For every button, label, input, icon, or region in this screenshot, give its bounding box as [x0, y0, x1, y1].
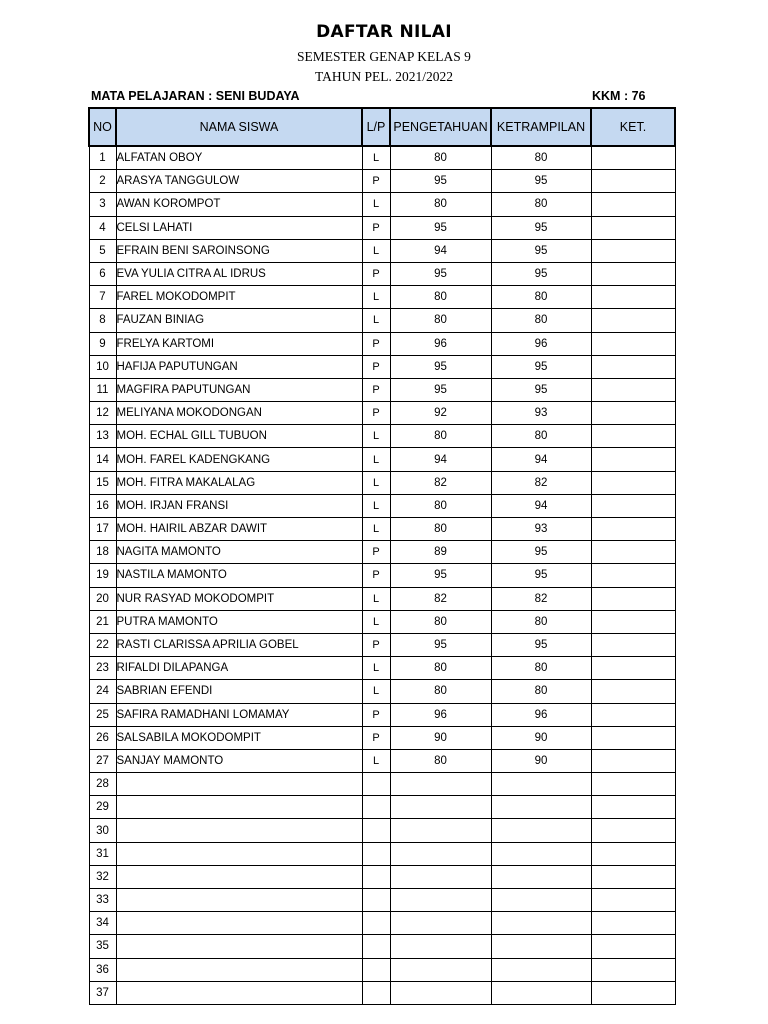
cell-pengetahuan: 80: [390, 286, 491, 309]
cell-no: 37: [89, 981, 116, 1004]
cell-gender: L: [362, 309, 390, 332]
cell-pengetahuan: 95: [390, 262, 491, 285]
cell-gender: [362, 842, 390, 865]
cell-pengetahuan: 92: [390, 402, 491, 425]
cell-gender: [362, 773, 390, 796]
cell-pengetahuan: [390, 819, 491, 842]
cell-no: 20: [89, 587, 116, 610]
cell-ket: [591, 726, 675, 749]
table-row: [89, 262, 675, 285]
cell-ket: [591, 309, 675, 332]
cell-pengetahuan: 95: [390, 355, 491, 378]
cell-ketrampilan: 94: [491, 494, 591, 517]
cell-ket: [591, 633, 675, 656]
cell-no: 25: [89, 703, 116, 726]
table-row: [89, 889, 675, 912]
cell-no: 1: [89, 146, 116, 170]
cell-pengetahuan: 94: [390, 239, 491, 262]
cell-student-name: EFRAIN BENI SAROINSONG: [116, 239, 362, 262]
table-row: [89, 633, 675, 656]
cell-student-name: MAGFIRA PAPUTUNGAN: [116, 378, 362, 401]
cell-ketrampilan: 96: [491, 332, 591, 355]
cell-no: 28: [89, 773, 116, 796]
cell-no: 23: [89, 657, 116, 680]
cell-ketrampilan: [491, 773, 591, 796]
cell-ket: [591, 912, 675, 935]
cell-ket: [591, 518, 675, 541]
cell-ket: [591, 796, 675, 819]
cell-student-name: NASTILA MAMONTO: [116, 564, 362, 587]
cell-no: 14: [89, 448, 116, 471]
cell-student-name: SAFIRA RAMADHANI LOMAMAY: [116, 703, 362, 726]
cell-ketrampilan: 95: [491, 355, 591, 378]
grades-table: [88, 107, 676, 1005]
cell-student-name: [116, 889, 362, 912]
cell-no: 24: [89, 680, 116, 703]
cell-student-name: [116, 819, 362, 842]
cell-student-name: SANJAY MAMONTO: [116, 749, 362, 772]
table-row: [89, 425, 675, 448]
cell-ket: [591, 378, 675, 401]
table-row: [89, 378, 675, 401]
grades-table-body: [89, 146, 675, 1004]
table-row: [89, 912, 675, 935]
cell-no: 11: [89, 378, 116, 401]
cell-student-name: RIFALDI DILAPANGA: [116, 657, 362, 680]
table-row: [89, 355, 675, 378]
cell-gender: L: [362, 610, 390, 633]
table-row: [89, 587, 675, 610]
cell-student-name: RASTI CLARISSA APRILIA GOBEL: [116, 633, 362, 656]
cell-ket: [591, 610, 675, 633]
cell-no: 2: [89, 170, 116, 193]
cell-student-name: EVA YULIA CITRA AL IDRUS: [116, 262, 362, 285]
cell-student-name: [116, 842, 362, 865]
cell-gender: [362, 889, 390, 912]
cell-pengetahuan: 95: [390, 378, 491, 401]
cell-gender: P: [362, 703, 390, 726]
cell-gender: L: [362, 587, 390, 610]
table-row: [89, 935, 675, 958]
cell-pengetahuan: [390, 773, 491, 796]
cell-pengetahuan: 95: [390, 170, 491, 193]
cell-pengetahuan: 82: [390, 471, 491, 494]
cell-no: 21: [89, 610, 116, 633]
cell-gender: P: [362, 332, 390, 355]
cell-ketrampilan: 80: [491, 680, 591, 703]
cell-student-name: FAREL MOKODOMPIT: [116, 286, 362, 309]
cell-no: 18: [89, 541, 116, 564]
cell-ketrampilan: [491, 842, 591, 865]
cell-ket: [591, 239, 675, 262]
table-row: [89, 865, 675, 888]
cell-no: 5: [89, 239, 116, 262]
cell-no: 17: [89, 518, 116, 541]
cell-gender: [362, 912, 390, 935]
cell-student-name: MOH. IRJAN FRANSI: [116, 494, 362, 517]
cell-student-name: [116, 935, 362, 958]
cell-ketrampilan: 95: [491, 633, 591, 656]
cell-ket: [591, 981, 675, 1004]
cell-no: 35: [89, 935, 116, 958]
cell-pengetahuan: [390, 935, 491, 958]
table-row: [89, 657, 675, 680]
cell-ket: [591, 564, 675, 587]
cell-no: 3: [89, 193, 116, 216]
cell-pengetahuan: 80: [390, 610, 491, 633]
cell-ket: [591, 680, 675, 703]
cell-no: 31: [89, 842, 116, 865]
cell-gender: L: [362, 193, 390, 216]
cell-ket: [591, 170, 675, 193]
cell-ketrampilan: 80: [491, 425, 591, 448]
cell-student-name: CELSI LAHATI: [116, 216, 362, 239]
table-row: [89, 680, 675, 703]
cell-gender: P: [362, 170, 390, 193]
semester-subtitle: SEMESTER GENAP KELAS 9: [297, 49, 471, 64]
cell-no: 6: [89, 262, 116, 285]
cell-gender: P: [362, 216, 390, 239]
cell-ketrampilan: 80: [491, 657, 591, 680]
cell-pengetahuan: 95: [390, 564, 491, 587]
cell-student-name: FRELYA KARTOMI: [116, 332, 362, 355]
cell-no: 16: [89, 494, 116, 517]
cell-ketrampilan: [491, 935, 591, 958]
cell-gender: P: [362, 262, 390, 285]
cell-gender: P: [362, 402, 390, 425]
cell-no: 8: [89, 309, 116, 332]
cell-ketrampilan: 90: [491, 726, 591, 749]
cell-no: 4: [89, 216, 116, 239]
cell-no: 9: [89, 332, 116, 355]
cell-pengetahuan: [390, 981, 491, 1004]
cell-ketrampilan: 96: [491, 703, 591, 726]
cell-student-name: MOH. ECHAL GILL TUBUON: [116, 425, 362, 448]
table-row: [89, 146, 675, 170]
cell-ket: [591, 286, 675, 309]
cell-gender: L: [362, 146, 390, 170]
cell-gender: L: [362, 286, 390, 309]
cell-ket: [591, 865, 675, 888]
cell-gender: L: [362, 494, 390, 517]
table-row: [89, 749, 675, 772]
cell-no: 32: [89, 865, 116, 888]
cell-ket: [591, 262, 675, 285]
cell-no: 22: [89, 633, 116, 656]
cell-no: 27: [89, 749, 116, 772]
cell-ketrampilan: 95: [491, 262, 591, 285]
table-row: [89, 796, 675, 819]
cell-no: 34: [89, 912, 116, 935]
cell-gender: L: [362, 749, 390, 772]
cell-pengetahuan: 80: [390, 680, 491, 703]
cell-ket: [591, 494, 675, 517]
school-year-subtitle: TAHUN PEL. 2021/2022: [314, 69, 454, 84]
cell-ketrampilan: 95: [491, 564, 591, 587]
table-row: [89, 819, 675, 842]
table-row: [89, 958, 675, 981]
cell-ketrampilan: [491, 819, 591, 842]
cell-ketrampilan: [491, 958, 591, 981]
cell-student-name: NAGITA MAMONTO: [116, 541, 362, 564]
table-row: [89, 309, 675, 332]
cell-no: 36: [89, 958, 116, 981]
cell-pengetahuan: 80: [390, 309, 491, 332]
cell-no: 10: [89, 355, 116, 378]
table-row: [89, 448, 675, 471]
cell-pengetahuan: 89: [390, 541, 491, 564]
table-row: [89, 610, 675, 633]
cell-pengetahuan: 96: [390, 332, 491, 355]
column-header-no: NO: [89, 108, 116, 146]
cell-student-name: MOH. FITRA MAKALALAG: [116, 471, 362, 494]
table-row: [89, 703, 675, 726]
cell-no: 7: [89, 286, 116, 309]
cell-ket: [591, 889, 675, 912]
cell-student-name: SABRIAN EFENDI: [116, 680, 362, 703]
cell-ketrampilan: 94: [491, 448, 591, 471]
cell-ketrampilan: 95: [491, 378, 591, 401]
cell-no: 12: [89, 402, 116, 425]
cell-ketrampilan: 80: [491, 193, 591, 216]
cell-student-name: [116, 981, 362, 1004]
cell-pengetahuan: 80: [390, 518, 491, 541]
cell-gender: L: [362, 239, 390, 262]
table-row: [89, 170, 675, 193]
cell-pengetahuan: 82: [390, 587, 491, 610]
page-title: DAFTAR NILAI: [316, 22, 452, 42]
cell-ket: [591, 749, 675, 772]
column-header-lp: L/P: [362, 108, 390, 146]
cell-student-name: MELIYANA MOKODONGAN: [116, 402, 362, 425]
cell-pengetahuan: [390, 912, 491, 935]
cell-ket: [591, 146, 675, 170]
cell-pengetahuan: [390, 889, 491, 912]
cell-student-name: MOH. FAREL KADENGKANG: [116, 448, 362, 471]
table-row: [89, 541, 675, 564]
table-row: [89, 518, 675, 541]
cell-ketrampilan: [491, 889, 591, 912]
cell-gender: P: [362, 355, 390, 378]
cell-gender: [362, 865, 390, 888]
cell-ket: [591, 819, 675, 842]
cell-gender: L: [362, 518, 390, 541]
table-row: [89, 773, 675, 796]
cell-ket: [591, 425, 675, 448]
cell-gender: [362, 819, 390, 842]
cell-ket: [591, 448, 675, 471]
cell-ketrampilan: 80: [491, 286, 591, 309]
column-header-ketrampilan: KETRAMPILAN: [491, 108, 591, 146]
cell-ketrampilan: 90: [491, 749, 591, 772]
cell-student-name: [116, 796, 362, 819]
cell-ket: [591, 541, 675, 564]
cell-no: 30: [89, 819, 116, 842]
table-row: [89, 726, 675, 749]
cell-pengetahuan: 80: [390, 425, 491, 448]
table-header-row: [89, 108, 675, 146]
cell-ketrampilan: 93: [491, 518, 591, 541]
table-row: [89, 286, 675, 309]
cell-pengetahuan: 95: [390, 633, 491, 656]
table-row: [89, 564, 675, 587]
cell-ketrampilan: 80: [491, 610, 591, 633]
cell-gender: L: [362, 448, 390, 471]
table-row: [89, 239, 675, 262]
cell-ket: [591, 193, 675, 216]
cell-no: 15: [89, 471, 116, 494]
kkm-label: KKM : 76: [592, 89, 646, 103]
cell-student-name: PUTRA MAMONTO: [116, 610, 362, 633]
cell-ketrampilan: [491, 865, 591, 888]
table-row: [89, 402, 675, 425]
column-header-pengetahuan: PENGETAHUAN: [390, 108, 491, 146]
cell-ket: [591, 332, 675, 355]
cell-ket: [591, 657, 675, 680]
cell-ket: [591, 935, 675, 958]
cell-ket: [591, 703, 675, 726]
cell-ket: [591, 402, 675, 425]
cell-gender: [362, 935, 390, 958]
cell-no: 29: [89, 796, 116, 819]
cell-gender: P: [362, 564, 390, 587]
column-header-name: NAMA SISWA: [116, 108, 362, 146]
cell-ketrampilan: [491, 981, 591, 1004]
cell-no: 26: [89, 726, 116, 749]
cell-pengetahuan: 80: [390, 657, 491, 680]
table-row: [89, 842, 675, 865]
cell-student-name: [116, 865, 362, 888]
cell-gender: L: [362, 425, 390, 448]
cell-gender: [362, 958, 390, 981]
cell-student-name: [116, 958, 362, 981]
cell-student-name: MOH. HAIRIL ABZAR DAWIT: [116, 518, 362, 541]
cell-gender: [362, 981, 390, 1004]
cell-gender: L: [362, 680, 390, 703]
cell-ket: [591, 958, 675, 981]
cell-pengetahuan: 80: [390, 193, 491, 216]
cell-ketrampilan: 80: [491, 146, 591, 170]
cell-pengetahuan: 80: [390, 749, 491, 772]
cell-ketrampilan: 95: [491, 239, 591, 262]
cell-ketrampilan: 82: [491, 471, 591, 494]
cell-gender: P: [362, 378, 390, 401]
cell-student-name: ALFATAN OBOY: [116, 146, 362, 170]
cell-pengetahuan: 94: [390, 448, 491, 471]
cell-ketrampilan: 95: [491, 541, 591, 564]
cell-gender: [362, 796, 390, 819]
cell-ketrampilan: [491, 796, 591, 819]
cell-no: 19: [89, 564, 116, 587]
table-row: [89, 471, 675, 494]
cell-pengetahuan: [390, 865, 491, 888]
column-header-ket: KET.: [591, 108, 675, 146]
cell-pengetahuan: 95: [390, 216, 491, 239]
cell-ket: [591, 587, 675, 610]
cell-ketrampilan: 93: [491, 402, 591, 425]
table-row: [89, 981, 675, 1004]
cell-gender: L: [362, 657, 390, 680]
table-row: [89, 494, 675, 517]
cell-pengetahuan: 96: [390, 703, 491, 726]
cell-student-name: HAFIJA PAPUTUNGAN: [116, 355, 362, 378]
table-row: [89, 193, 675, 216]
cell-pengetahuan: 80: [390, 494, 491, 517]
cell-ket: [591, 773, 675, 796]
cell-gender: L: [362, 471, 390, 494]
cell-student-name: FAUZAN BINIAG: [116, 309, 362, 332]
cell-pengetahuan: 90: [390, 726, 491, 749]
cell-student-name: NUR RASYAD MOKODOMPIT: [116, 587, 362, 610]
cell-ketrampilan: [491, 912, 591, 935]
cell-ketrampilan: 82: [491, 587, 591, 610]
cell-student-name: AWAN KOROMPOT: [116, 193, 362, 216]
table-row: [89, 332, 675, 355]
cell-pengetahuan: [390, 842, 491, 865]
cell-ket: [591, 216, 675, 239]
cell-ket: [591, 471, 675, 494]
cell-ket: [591, 842, 675, 865]
cell-ket: [591, 355, 675, 378]
cell-pengetahuan: [390, 958, 491, 981]
cell-student-name: ARASYA TANGGULOW: [116, 170, 362, 193]
cell-gender: P: [362, 726, 390, 749]
cell-gender: P: [362, 633, 390, 656]
cell-ketrampilan: 95: [491, 170, 591, 193]
cell-ketrampilan: 80: [491, 309, 591, 332]
cell-student-name: SALSABILA MOKODOMPIT: [116, 726, 362, 749]
cell-ketrampilan: 95: [491, 216, 591, 239]
cell-no: 13: [89, 425, 116, 448]
cell-gender: P: [362, 541, 390, 564]
subject-label: MATA PELAJARAN : SENI BUDAYA: [91, 89, 300, 103]
table-row: [89, 216, 675, 239]
cell-no: 33: [89, 889, 116, 912]
cell-student-name: [116, 773, 362, 796]
cell-student-name: [116, 912, 362, 935]
cell-pengetahuan: [390, 796, 491, 819]
cell-pengetahuan: 80: [390, 146, 491, 170]
